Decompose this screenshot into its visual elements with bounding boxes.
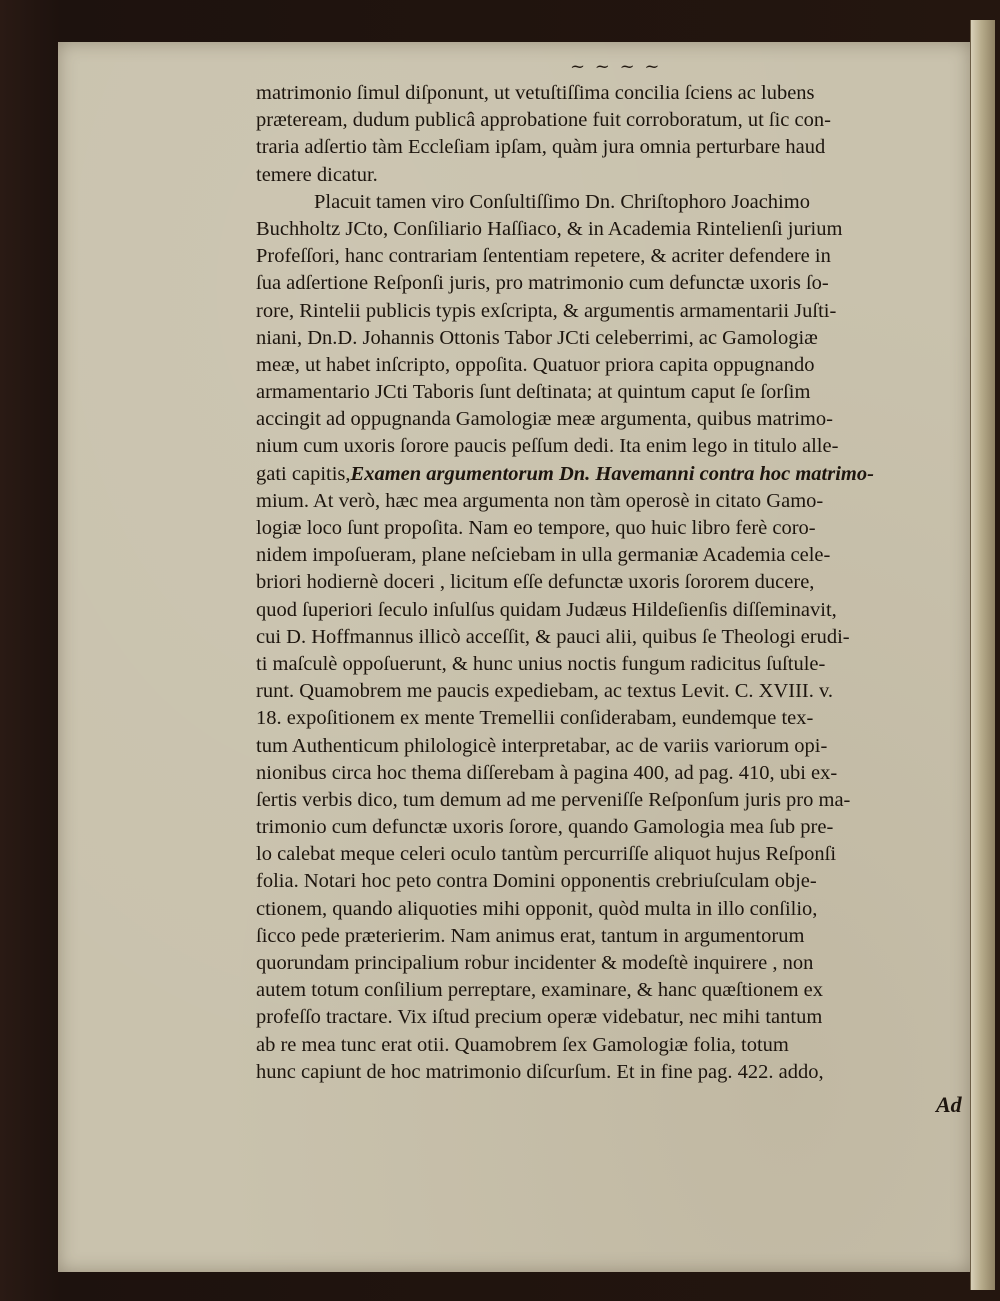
- text-fragment: gati capitis,: [256, 462, 351, 485]
- text-line: præteream, dudum publicâ approbatione fuit corroboratum, ut ſic con-: [256, 109, 831, 132]
- text-line: ſua adſertione Reſponſi juris, pro matrimonio cum defunctæ uxoris ſo-: [256, 272, 829, 295]
- text-line: briori hodiernè doceri , licitum eſſe defunctæ uxoris ſororem ducere,: [256, 571, 815, 594]
- text-line: ti maſculè oppoſuerunt, & hunc unius noctis fungum radicitus ſuſtule-: [256, 652, 826, 675]
- text-line: quorundam principalium robur incidenter & modeſtè inquirere , non: [256, 952, 814, 974]
- text-line: Profeſſori, hanc contrariam ſententiam repetere, & acriter defendere in: [256, 245, 831, 268]
- text-line: nidem impoſueram, plane neſciebam in ulla germaniæ Academia cele-: [256, 544, 831, 567]
- text-line: lo calebat meque celeri oculo tantùm percurriſſe aliquot hujus Reſponſi: [256, 843, 837, 866]
- text-line: cui D. Hoffmannus illicò acceſſit, & pauci alii, quibus ſe Theologi erudi-: [256, 625, 850, 648]
- text-line: tum Authenticum philologicè interpretabar, ac de variis variorum opi-: [256, 734, 828, 757]
- text-line: armamentario JCti Taboris ſunt deſtinata; at quintum caput ſe ſorſim: [256, 381, 811, 404]
- text-line: accingit ad oppugnanda Gamologiæ meæ argumenta, quibus matrimo-: [256, 408, 833, 431]
- ornament-glyphs: ~ ~ ~ ~: [570, 56, 662, 77]
- text-line: niani, Dn.D. Johannis Ottonis Tabor JCti celeberrimi, ac Gamologiæ: [256, 326, 818, 349]
- text-line: trimonio cum defunctæ uxoris ſorore, quando Gamologia mea ſub pre-: [256, 816, 834, 839]
- text-line: ctionem, quando aliquoties mihi opponit, quòd multa in illo conſilio,: [256, 897, 818, 920]
- text-line: autem totum conſilium perreptare, examinare, & hanc quæſtionem ex: [256, 979, 823, 1002]
- body-text: [256, 80, 976, 1086]
- text-line: mium. At verò, hæc mea argumenta non tàm operosè in citato Gamo-: [256, 489, 824, 512]
- text-line: folia. Notari hoc peto contra Domini opponentis crebriuſculam obje-: [256, 870, 817, 893]
- text-line: traria adſertio tàm Eccleſiam ipſam, quàm jura omnia perturbare haud: [256, 136, 826, 159]
- text-line: quod ſuperiori ſeculo inſulſus quidam Judæus Hildeſienſis diſſeminavit,: [256, 598, 837, 621]
- text-line: logiæ loco ſunt propoſita. Nam eo tempore, quo huic libro ferè coro-: [256, 517, 816, 539]
- text-line: [256, 461, 976, 488]
- text-line: Placuit tamen viro Conſultiſſimo Dn. Chriſtophoro Joachimo: [314, 190, 810, 213]
- text-line: temere dicatur.: [256, 163, 378, 186]
- text-line: nium cum uxoris ſorore paucis peſſum dedi. Ita enim lego in titulo alle-: [256, 435, 839, 458]
- text-line: ab re mea tunc erat otii. Quamobrem ſex Gamologiæ folia, totum: [256, 1033, 789, 1056]
- catchword: Ad: [936, 1092, 962, 1117]
- text-line: nionibus circa hoc thema diſſerebam à pagina 400, ad pag. 410, ubi ex-: [256, 761, 838, 784]
- text-line: ſicco pede præterierim. Nam animus erat, tantum in argumentorum: [256, 924, 805, 947]
- text-line: runt. Quamobrem me paucis expediebam, ac textus Levit. C. XVIII. v.: [256, 680, 834, 703]
- text-line: profeſſo tractare. Vix iſtud precium operæ videbatur, nec mihi tantum: [256, 1006, 823, 1029]
- text-line: ſertis verbis dico, tum demum ad me perveniſſe Reſponſum juris pro ma-: [256, 788, 851, 811]
- text-line: 18. expoſitionem ex mente Tremellii conſiderabam, eundemque tex-: [256, 707, 814, 730]
- header-ornament: [570, 56, 730, 78]
- text-line: rore, Rintelii publicis typis exſcripta, & argumentis armamentarii Juſti-: [256, 299, 837, 322]
- text-line: hunc capiunt de hoc matrimonio diſcurſum. Et in fine pag. 422. addo,: [256, 1060, 824, 1083]
- text-line: meæ, ut habet inſcripto, oppoſita. Quatuor priora capita oppugnando: [256, 353, 815, 376]
- text-line: Buchholtz JCto, Conſiliario Haſſiaco, & in Academia Rintelienſi jurium: [256, 217, 843, 240]
- italic-title: Examen argumentorum Dn. Havemanni contra hoc matrimo-: [350, 462, 874, 485]
- text-line: matrimonio ſimul diſponunt, ut vetuſtiſſima concilia ſciens ac lubens: [256, 82, 815, 104]
